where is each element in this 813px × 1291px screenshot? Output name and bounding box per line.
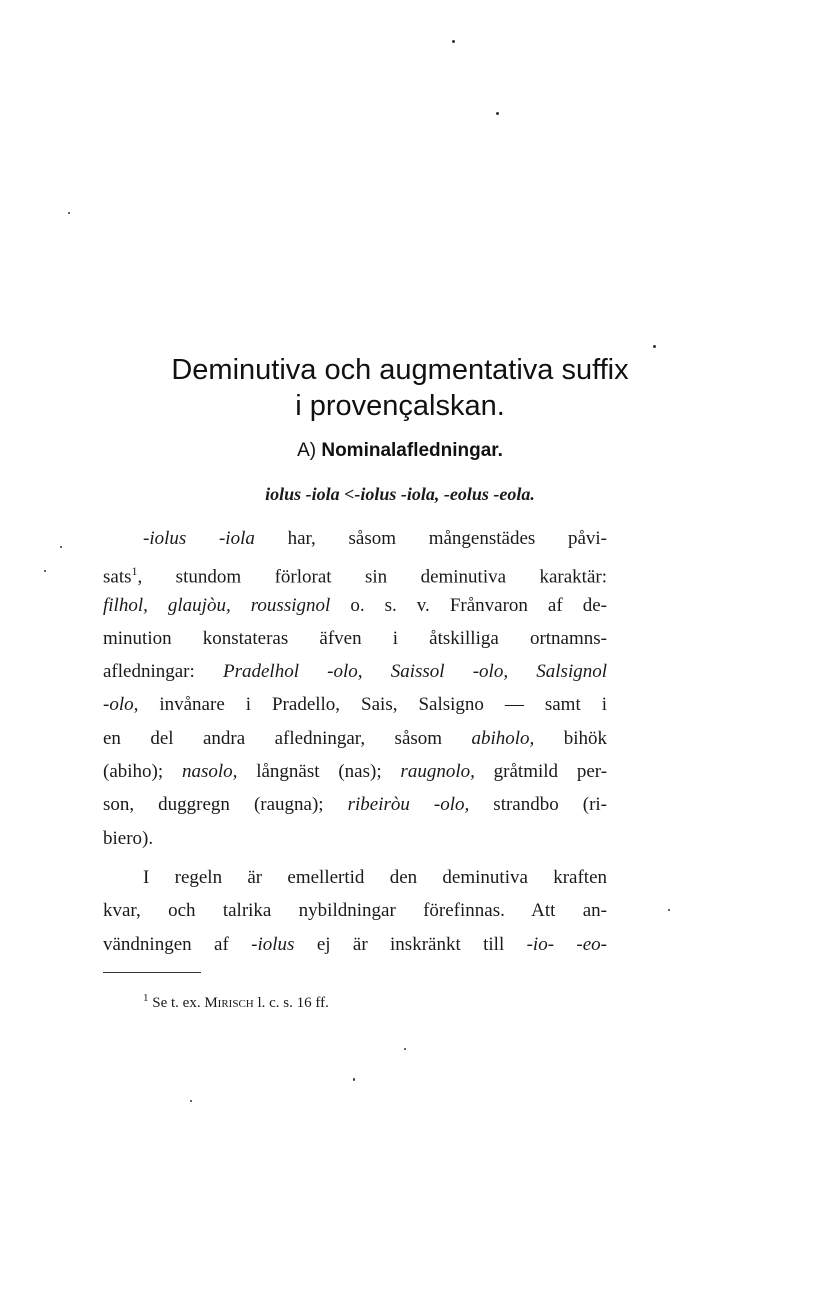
text-line: (abiho); nasolo, långnäst (nas); raugnolo, gråtmild per- [103, 761, 608, 783]
text-line: sats$^1$, stundom förlorat sin deminutiva karaktär: [103, 564, 607, 588]
scan-speck [353, 1078, 355, 1081]
scan-speck [68, 212, 70, 214]
scan-speck [60, 546, 62, 548]
scan-speck [496, 112, 499, 115]
footnote-post: l. c. s. 16 ff. [257, 995, 329, 1011]
section-prefix: A) [297, 440, 317, 461]
page-title [100, 352, 700, 424]
scan-speck [653, 345, 656, 348]
scan-speck [44, 570, 46, 572]
footnote-marker: 1 [143, 992, 149, 1004]
footnote-rule [103, 972, 201, 973]
paragraph-2 [103, 861, 607, 961]
text-line: I regeln är emellertid den deminutiva kraften [143, 867, 607, 888]
text-line: son, duggregn (raugna); ribeiròu -olo, strandbo (ri- [103, 794, 608, 816]
text-line: filhol, glaujòu, roussignol o. s. v. Frånvaron af de- [103, 594, 607, 616]
footnote-pre: Se t. ex. [152, 995, 201, 1011]
footnote [143, 988, 329, 1013]
footnote-author: Mirisch [204, 995, 254, 1011]
text-line: -olo, invånare i Pradello, Sais, Salsigno — samt i [103, 694, 607, 716]
text-line: -iolus -iola har, såsom mångenstädes påvi- [143, 528, 608, 549]
scan-speck [404, 1048, 406, 1050]
text-line: vändningen af -iolus ej är inskränkt till -io- -eo- [103, 933, 608, 955]
text-line: biero). [103, 827, 154, 849]
paragraph-1 [103, 522, 607, 855]
scan-speck [668, 909, 670, 911]
text-line: minution konstateras äfven i åtskilliga ortnamns- [103, 627, 607, 649]
text-line: afledningar: Pradelhol -olo, Saissol -olo, Salsignol [103, 661, 608, 683]
scan-speck [452, 40, 455, 43]
text-line: en del andra afledningar, såsom abiholo, bihök [103, 727, 608, 749]
suffix-heading: iolus -iola <-iolus -iola, -eolus -eola. [265, 484, 535, 504]
scan-speck [190, 1100, 192, 1102]
text-line: kvar, och talrika nybildningar förefinnas. Att an- [103, 900, 607, 922]
title-line-1: Deminutiva och augmentativa suffix [171, 354, 629, 386]
section-label: Nominalafledningar. [321, 440, 503, 461]
title-line-2: i provençalskan. [295, 390, 505, 422]
section-heading [100, 438, 700, 464]
footnote-ref: 1 [131, 564, 138, 579]
